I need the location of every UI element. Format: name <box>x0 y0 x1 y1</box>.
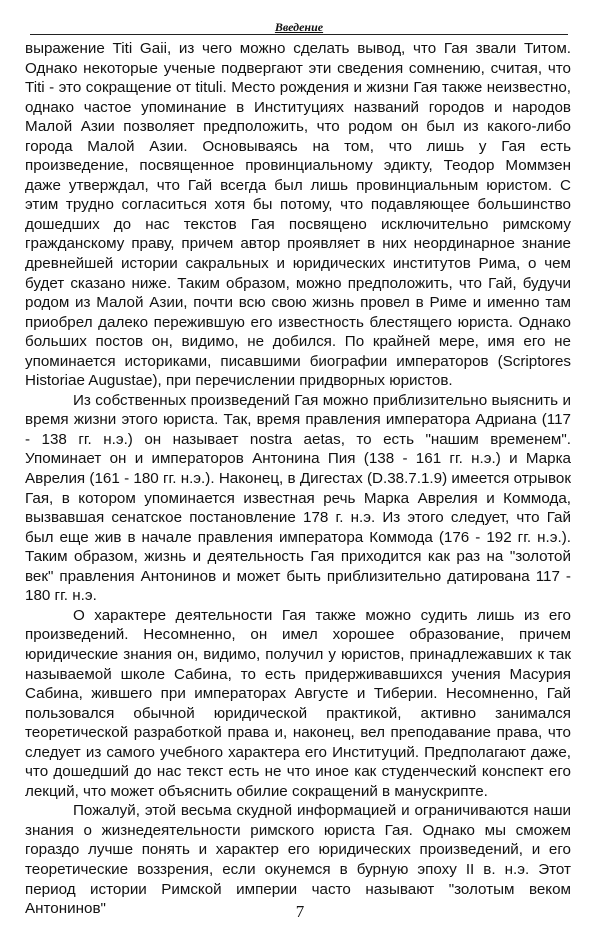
paragraph-3: О характере деятельности Гая также можно судить лишь из его произведений. Несомненно, он имел хорошее образование, причем юридические знания он, видимо, получил у юристов, принадлежавших к так называемой школе Сабина, то есть придерживавшихся учения Масурия Сабина, жившего при императорах Августе и Тиберии. Несомненно, Гай пользовался обычной юридической практикой, активно занимался теоретической разработкой права и, наконец, вел преподавание права, что следует из самого учебного характера его Институций. Предполагают даже, что дошедший до нас текст есть не что иное как студенческий конспект его лекций, что может объяснить обилие сокращений в манускрипте. <box>25 606 571 800</box>
section-title: Введение <box>274 20 324 34</box>
running-header <box>30 14 568 35</box>
paragraph-4: Пожалуй, этой весьма скудной информацией и ограничиваются наши знания о жизнедеятельности римского юриста Гая. Однако мы сможем гораздо лучше понять и характер его юридических произведений, и его теоретические воззрения, если окунемся в бурную эпоху II в. н.э. Этот период истории Римской империи часто называют "золотым веком Антонинов" <box>25 802 571 918</box>
body-text <box>25 39 571 919</box>
paragraph-2: Из собственных произведений Гая можно приблизительно выяснить и время жизни этого юриста. Так, время правления императора Адриана (117 - 138 гг. н.э.) он называет nostra aetas, то есть "нашим временем". Упоминает он и императоров Антонина Пия (138 - 161 гг. н.э.) и Марка Аврелия (161 - 180 гг. н.э.). Наконец, в Дигестах (D.38.7.1.9) имеется отрывок Гая, в котором упоминается известная речь Марка Аврелия и Коммода, вызвавшая сенатское постановление 178 г. н.э. Из этого следует, что Гай был еще жив в начале правления императора Коммода (176 - 192 гг. н.э.). Таким образом, жизнь и деятельность Гая приходится как раз на "золотой век" правления Антонинов и может быть приблизительно датирована 117 - 180 гг. н.э. <box>25 391 571 605</box>
page-number: 7 <box>295 902 305 921</box>
paragraph-1: выражение Titi Gaii, из чего можно сделать вывод, что Гая звали Титом. Однако некоторые ученые подвергают эти сведения сомнению, считая, что Titi - это сокращение от tituli. Место рождения и жизни Гая также неизвестно, однако частое упоминание в Институциях названий городов и народов Малой Азии позволяет предположить, что родом он был из какого-либо города Малой Азии. Основываясь на том, что лишь у Гая есть произведение, посвященное провинциальному эдикту, Теодор Моммзен даже утверждал, что Гай всегда был лишь провинциальным юристом. С этим трудно согласиться хотя бы потому, что подавляющее большинство дошедших до нас текстов Гая посвящено исключительно римскому гражданскому праву, причем автор проявляет в них неординарное знание древнейшей истории сакральных и юридических институтов Рима, о чем будет сказано ниже. Таким образом, можно предположить, что Гай, будучи родом из Малой Азии, почти всю свою жизнь провел в Риме и именно там приобрел далеко пережившую его известность блестящего юриста. Однако больших постов он, видимо, не добился. По крайней мере, имя его не упоминается историками, писавшими биографии императоров (Scriptores Historiae Augustae), при перечислении придворных юристов. <box>25 40 571 390</box>
